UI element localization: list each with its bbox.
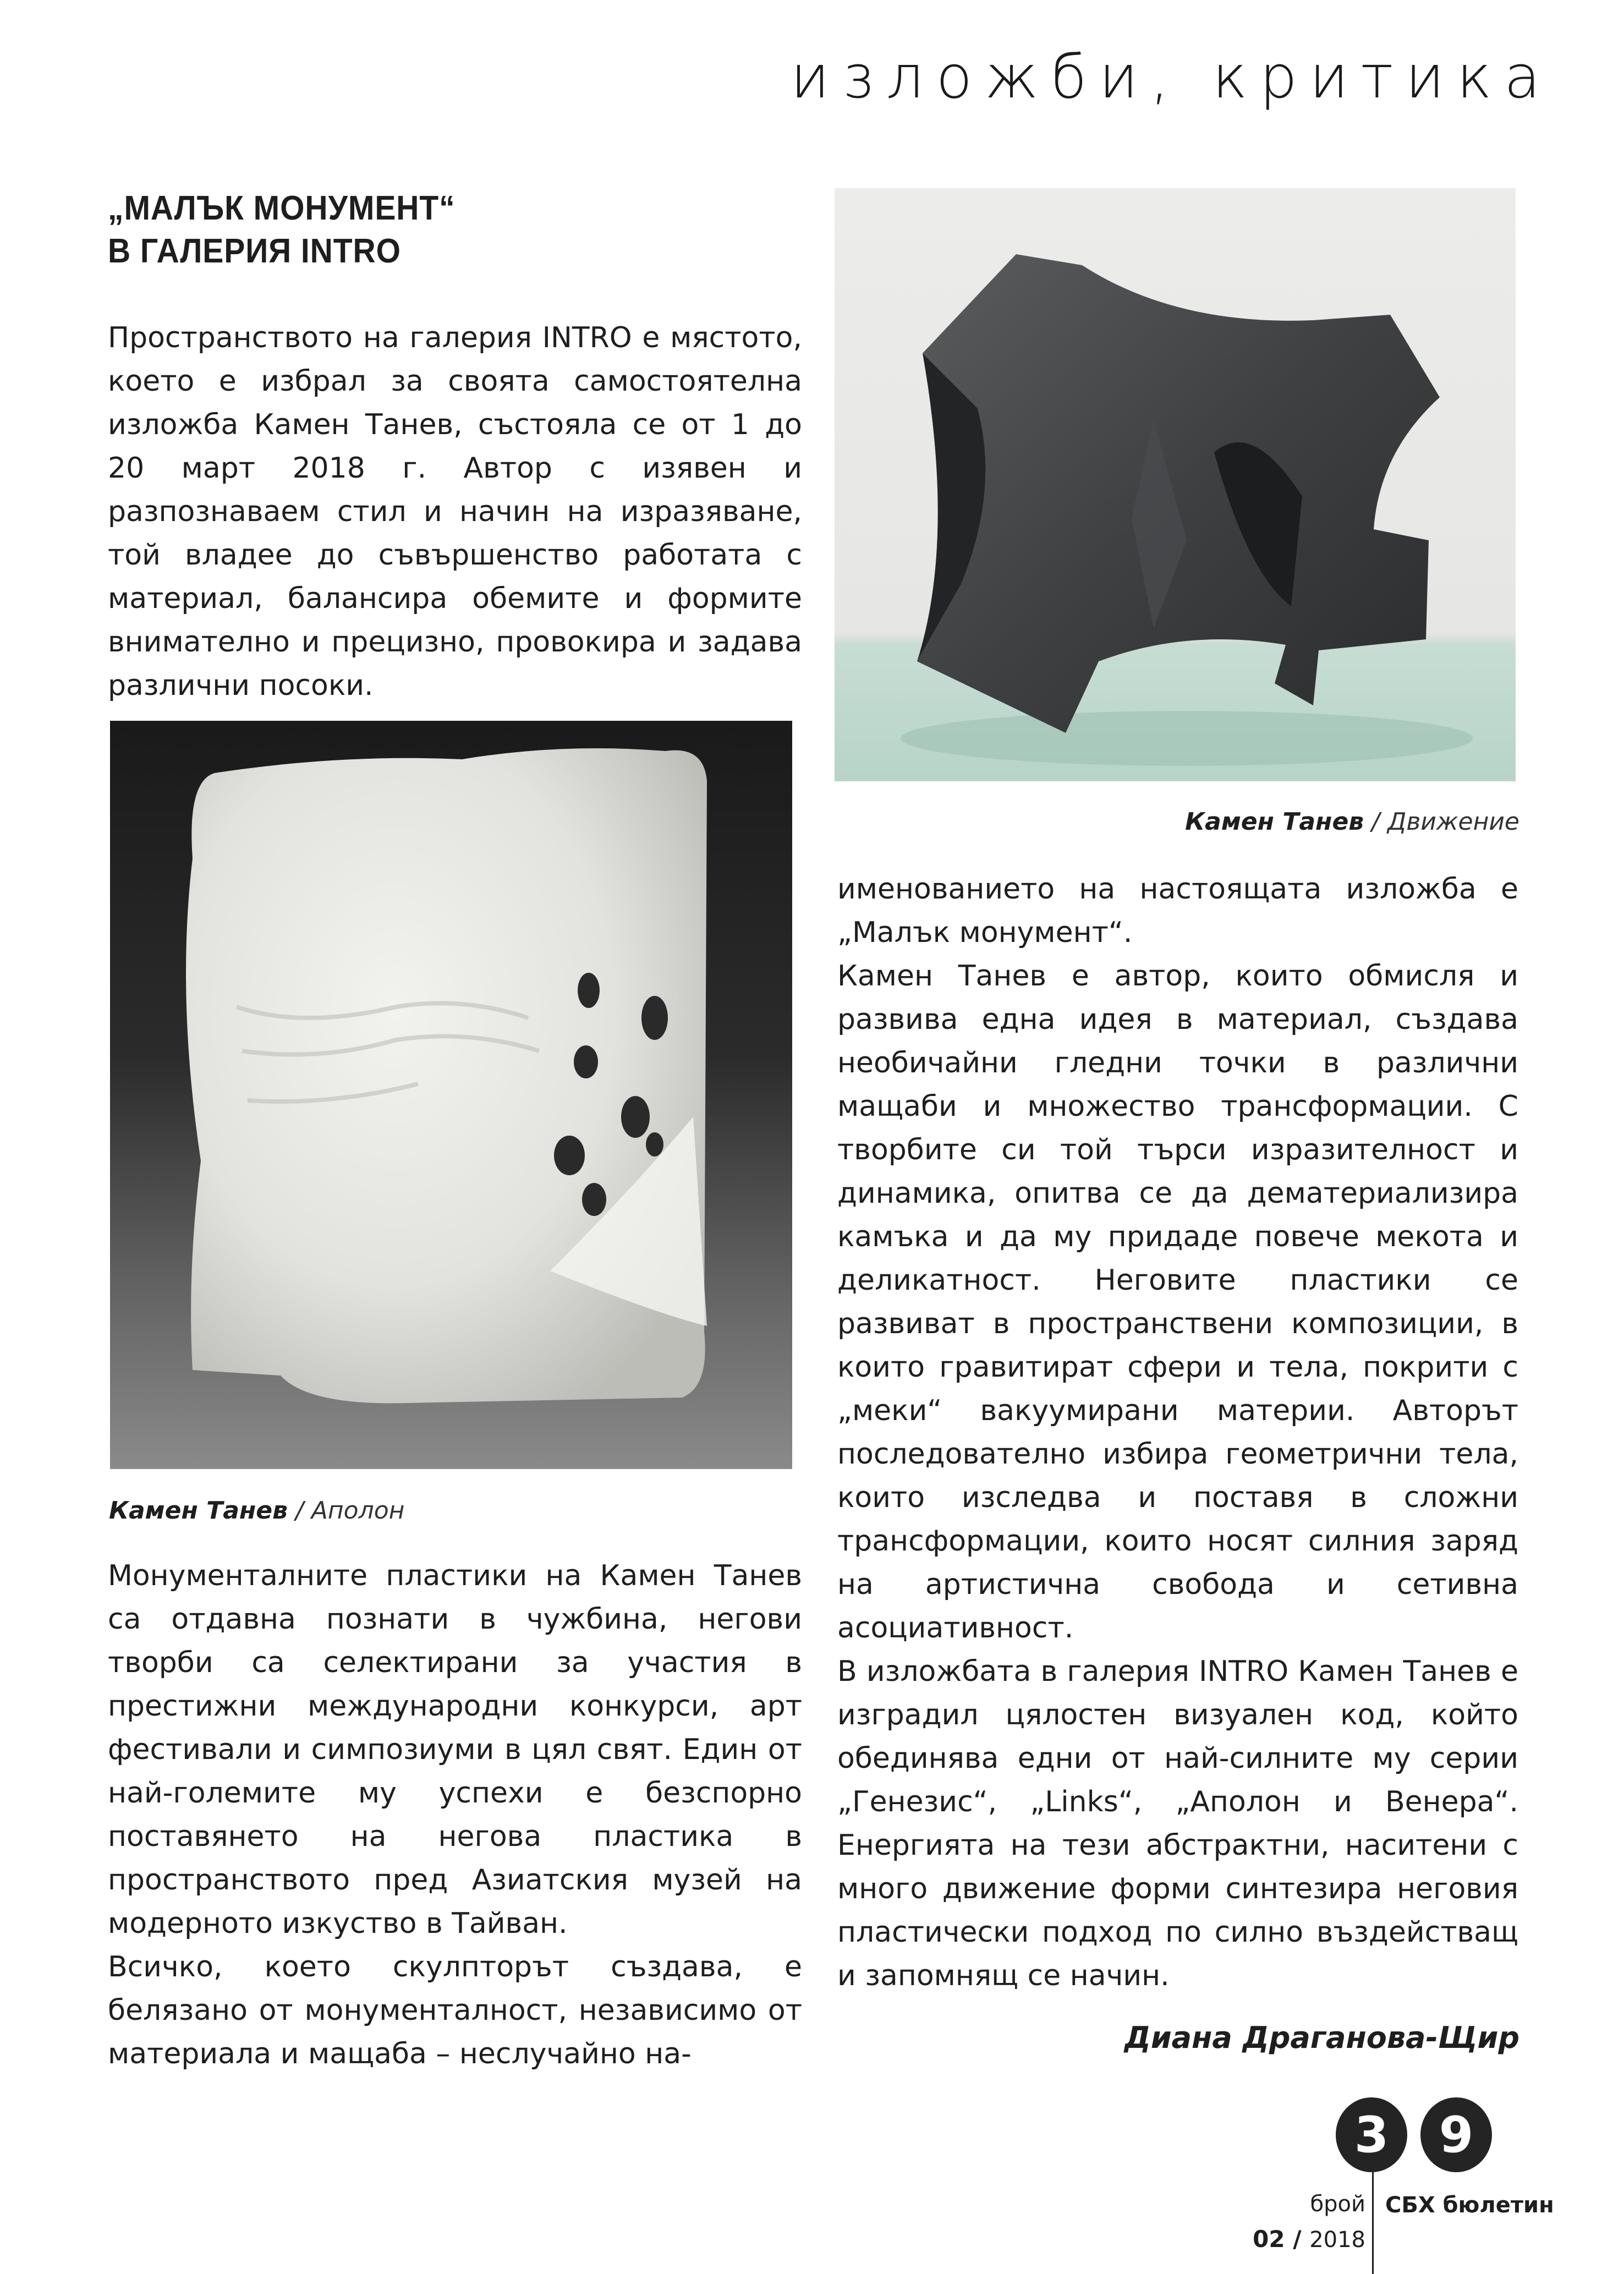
section-header: изложби, критика bbox=[790, 43, 1552, 112]
publication-name: СБХ бюлетин bbox=[1385, 2193, 1554, 2218]
author-signature: Диана Драганова-Щир bbox=[1124, 2020, 1519, 2055]
caption-work-title: Движение bbox=[1387, 808, 1519, 836]
dvizhenie-sculpture-illustration bbox=[835, 188, 1516, 781]
issue-label: брой bbox=[1310, 2191, 1365, 2217]
issue-separator: / bbox=[1285, 2226, 1310, 2253]
left-body-text bbox=[108, 1554, 802, 2076]
caption-dvizhenie bbox=[1185, 808, 1519, 836]
sculpture-photo-dvizhenie bbox=[835, 188, 1516, 781]
title-line-1: „МАЛЪК МОНУМЕНТ“ bbox=[108, 189, 456, 227]
caption-apolon bbox=[109, 1497, 404, 1525]
page-number-digit: 3 bbox=[1336, 2097, 1407, 2172]
intro-paragraph bbox=[108, 316, 802, 708]
apolon-sculpture-illustration bbox=[110, 721, 792, 1469]
paragraph: Камен Танев е автор, които обмисля и развива една идея в материал, създава необичайни гледни точки в различни мащаби и множество трансформации. С творбите си той търси изразителност и динамика, опитва се да дематериализира камъка и да му придаде повече мекота и деликатност. Неговите пластики се развиват в пространствени композиции, в които гравитират сфери и тела, покрити с „меки“ вакуумирани материи. Авторът последователно избира геометрични тела, които изследва и поставя в сложни трансформации, които носят силния заряд на артистична свобода и сетивна асоциативност. bbox=[837, 960, 1518, 1645]
paragraph: Всичко, което скулпторът създава, е белязано от монументалност, независимо от материала и мащаба – неслучайно на- bbox=[108, 1950, 802, 2070]
intro-text: Пространството на галерия INTRO е мястото, което е избрал за своята самостоятелна изложба Камен Танев, състояла се от 1 до 20 март 2018 г. Автор с изявен и разпознаваем стил и начин на изразяване, той владее до съвършенство работата с материал, балансира обемите и формите внимателно и прецизно, провокира и задава различни посоки. bbox=[108, 321, 802, 702]
caption-separator: / bbox=[287, 1497, 311, 1525]
article-title bbox=[108, 187, 745, 273]
issue-number bbox=[1253, 2226, 1365, 2253]
paragraph: Монументалните пластики на Камен Танев са отдавна познати в чужбина, негови творби са селектирани за участия в престижни международни конкурси, арт фестивали и симпозиуми в цял свят. Един от най-големите му успехи е безспорно поставянето на негова пластика в пространството пред Азиатския музей на модерното изкуство в Тайван. bbox=[108, 1559, 802, 1940]
issue-number-value: 02 bbox=[1253, 2226, 1285, 2253]
paragraph: именованието на настоящата изложба е „Малък монумент“. bbox=[837, 873, 1518, 949]
issue-year: 2018 bbox=[1309, 2227, 1365, 2253]
paragraph: В изложбата в галерия INTRO Камен Танев е изградил цялостен визуален код, който обединява едни от най-силните му серии „Генезис“, „Links“, „Аполон и Венера“. Енергията на тези абстрактни, наситени с много движение форми синтезира неговия пластически подход по силно въздействащ и запомнящ се начин. bbox=[837, 1655, 1518, 1992]
sculpture-photo-apolon bbox=[110, 721, 792, 1469]
page-number-digit: 9 bbox=[1420, 2097, 1492, 2172]
caption-work-title: Аполон bbox=[311, 1497, 405, 1525]
caption-author: Камен Танев bbox=[1185, 808, 1364, 836]
caption-separator: / bbox=[1364, 808, 1387, 836]
title-line-2: В ГАЛЕРИЯ INTRO bbox=[108, 232, 401, 270]
footer-divider bbox=[1372, 2172, 1374, 2274]
caption-author: Камен Танев bbox=[109, 1497, 288, 1525]
right-body-text bbox=[837, 868, 1518, 1998]
